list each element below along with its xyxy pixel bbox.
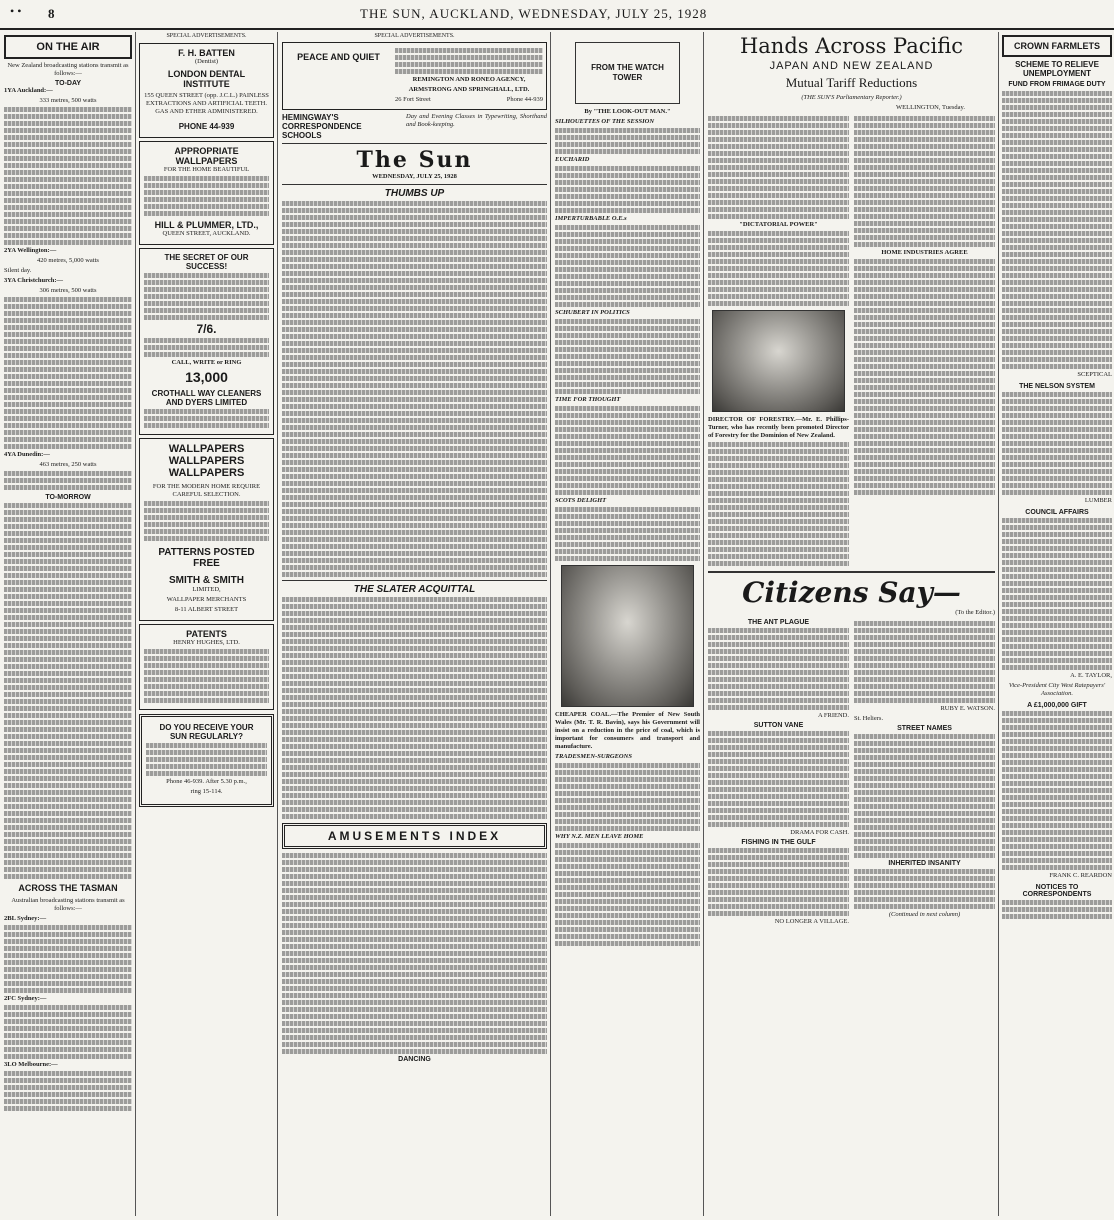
batten-address: 155 QUEEN STREET (opp. J.C.L.) PAINLESS EXTRACTIONS AND ARTIFICIAL TEETH. GAS AND ETHER ADMINISTERED. — [144, 92, 269, 115]
watch-tower-column — [555, 32, 700, 1216]
pacific-reporter: (THE SUN'S Parliamentary Reporter.) — [801, 94, 902, 101]
wallpapers-title: APPROPRIATE WALLPAPERS — [174, 146, 239, 166]
to-editor: (To the Editor.) — [955, 609, 995, 616]
ring-line: ring 15-114. — [190, 788, 223, 795]
station-4ya: 4YA Dunedin:— — [4, 451, 50, 458]
home-industries-heading: HOME INDUSTRIES AGREE — [881, 249, 968, 256]
call-number: 13,000 — [185, 369, 228, 385]
st-heliers: St. Heliers. — [854, 715, 884, 722]
fort-street: 26 Fort Street — [395, 96, 431, 103]
smith-sub: LIMITED, — [192, 586, 221, 593]
pacific-deck: Mutual Tariff Reductions — [785, 75, 918, 90]
station-3ya-meta: 306 metres, 500 watts — [39, 287, 97, 294]
rule — [282, 580, 547, 581]
patterns-title: PATTERNS POSTED FREE — [158, 547, 255, 569]
smith-title: SMITH & SMITH — [169, 575, 244, 586]
sig-taylor: A. E. TAYLOR, — [1070, 672, 1112, 679]
peace-quiet: PEACE AND QUIET — [297, 52, 380, 62]
masthead: THE SUN, AUCKLAND, WEDNESDAY, JULY 25, 1928 — [360, 6, 708, 21]
article-body — [708, 231, 849, 306]
sig-watson: RUBY E. WATSON. — [940, 705, 995, 712]
imperturbable-heading: IMPERTURBABLE O.E.s — [555, 215, 627, 222]
special-ads-label: SPECIAL ADVERTISEMENTS. — [166, 33, 247, 39]
column-rule — [703, 32, 704, 1216]
pacific-title: Hands Across Pacific — [739, 34, 964, 58]
special-ads-column — [139, 32, 274, 1216]
letter-body — [708, 731, 849, 827]
column-body — [555, 406, 700, 495]
ad-body-text — [144, 649, 269, 703]
column-body — [555, 225, 700, 307]
sun-logo: The Sun — [356, 147, 473, 173]
page-header — [0, 0, 1114, 30]
scheme-heading: SCHEME TO RELIEVE UNEMPLOYMENT — [1015, 60, 1099, 78]
schubert-heading: SCHUBERT IN POLITICS — [555, 309, 630, 316]
receive-your: DO YOU RECEIVE YOUR — [159, 723, 254, 732]
patents-ad — [139, 624, 274, 710]
column-body — [555, 843, 700, 946]
ad-body-text — [144, 338, 269, 357]
watch-tower-byline: By "THE LOOK-OUT MAN." — [584, 108, 671, 115]
special-ads-label: SPECIAL ADVERTISEMENTS. — [374, 33, 455, 39]
phone-44939: Phone 44-939 — [506, 96, 543, 103]
thumbs-up-title: THUMBS UP — [384, 188, 445, 199]
remington-line: REMINGTON AND RONEO AGENCY, — [412, 76, 526, 83]
batten-institute: LONDON DENTAL INSTITUTE — [167, 69, 246, 89]
radio-listing-text — [4, 925, 132, 993]
station-4ya-meta: 463 metres, 250 watts — [39, 461, 97, 468]
why-nz-heading: WHY N.Z. MEN LEAVE HOME — [555, 833, 644, 840]
remington-ad — [282, 42, 547, 110]
sig-sceptical: SCEPTICAL — [1077, 371, 1112, 378]
radio-listing-text — [4, 471, 132, 490]
eucharid-heading: EUCHARID — [555, 156, 590, 163]
rule — [282, 184, 547, 185]
dancing-heading: DANCING — [398, 1056, 431, 1063]
radio-listing-text — [4, 297, 132, 449]
pacific-column — [708, 32, 995, 1216]
letter-body — [1002, 711, 1112, 870]
batten-ad — [139, 43, 274, 138]
station-1ya: 1YA Auckland:— — [4, 87, 53, 94]
station-2ya: 2YA Wellington:— — [4, 247, 57, 254]
crothall-title: CROTHALL WAY CLEANERS AND DYERS LIMITED — [151, 389, 262, 407]
street-names-heading: STREET NAMES — [897, 725, 952, 732]
sig-a-friend: A FRIEND. — [817, 712, 849, 719]
price-7-6: 7/6. — [196, 322, 217, 336]
caption-forestry: DIRECTOR OF FORESTRY.—Mr. E. Phillips-Turner, who has recently been promoted Director of Forestry for the Dominion of New Zealand. — [708, 416, 849, 439]
wallpapers-line: WALLPAPERS — [168, 467, 245, 479]
pacific-subtitle: JAPAN AND NEW ZEALAND — [769, 60, 934, 72]
photo-forestry-director — [712, 310, 845, 412]
column-rule — [998, 32, 999, 1216]
smith-address: 8-11 ALBERT STREET — [174, 606, 239, 613]
sig-no-longer: NO LONGER A VILLAGE. — [774, 918, 849, 925]
ad-body-text — [144, 273, 269, 320]
on-the-air-title: ON THE AIR — [4, 35, 132, 59]
station-1ya-meta: 333 metres, 500 watts — [39, 97, 97, 104]
phone-line: Phone 46-939. After 5.30 p.m., — [166, 778, 247, 785]
ad-body-text — [146, 743, 267, 776]
hemingway-ad — [282, 113, 547, 140]
station-2fc: 2FC Sydney:— — [4, 995, 47, 1002]
wallpapers-sub: FOR THE HOME BEAUTIFUL — [163, 166, 250, 173]
article-body — [708, 116, 849, 219]
fund-heading: FUND FROM FRIMAGE DUTY — [1008, 81, 1106, 88]
station-3ya: 3YA Christchurch:— — [4, 277, 64, 284]
batten-name: F. H. BATTEN — [178, 48, 235, 58]
amusements-index — [282, 823, 547, 849]
page-number: 8 — [48, 6, 55, 21]
taylor-role: Vice-President City West Ratepayers' Association. — [1008, 682, 1106, 697]
pacific-body — [708, 114, 995, 568]
today-heading: TO-DAY — [54, 80, 82, 87]
patents-title: PATENTS — [186, 629, 227, 639]
letter-body — [708, 848, 849, 916]
sun-date: WEDNESDAY, JULY 25, 1928 — [372, 173, 457, 180]
radio-column — [4, 32, 132, 1216]
column-body — [555, 128, 700, 154]
ad-body-text — [144, 409, 269, 428]
scots-delight-heading: SCOTS DELIGHT — [555, 497, 607, 504]
ad-body-text — [144, 176, 269, 216]
tasman-intro: Australian broadcasting stations transmit as follows:— — [11, 897, 125, 912]
crown-farmlets-title: CROWN FARMLETS — [1002, 35, 1112, 57]
amusements-title: AMUSEMENTS INDEX — [327, 829, 502, 843]
silhouettes-heading: SILHOUETTES OF THE SESSION — [555, 118, 655, 125]
station-2ya-meta: 420 metres, 5,000 watts — [37, 257, 99, 264]
call-write-ring: CALL, WRITE or RING — [171, 359, 242, 366]
sun-regularly: SUN REGULARLY? — [169, 732, 244, 741]
photo-coal-premier — [561, 565, 694, 707]
pacific-dateline: WELLINGTON, Tuesday. — [896, 104, 965, 111]
radio-listing-text — [4, 107, 132, 245]
radio-listing-text — [4, 503, 132, 879]
hemingway-title: HEMINGWAY'S CORRESPONDENCE SCHOOLS — [282, 113, 362, 140]
sig-reardon: FRANK C. REARDON — [1049, 872, 1112, 879]
sutton-vane-heading: SUTTON VANE — [753, 722, 804, 729]
header-dots: • • — [10, 4, 22, 18]
sig-lumber: LUMBER — [1084, 497, 1112, 504]
letter-body — [854, 869, 995, 909]
wallpapers-line: WALLPAPERS — [168, 443, 245, 455]
editorial-body — [282, 201, 547, 577]
time-for-thought-heading: TIME FOR THOUGHT — [555, 396, 621, 403]
letter-body — [1002, 900, 1112, 919]
crown-farmlets-column — [1002, 32, 1112, 1216]
silent-day: Silent day. — [4, 267, 32, 274]
column-rule — [277, 32, 278, 1216]
nelson-heading: THE NELSON SYSTEM — [1019, 383, 1095, 390]
amusements-list — [282, 853, 547, 1054]
council-heading: COUNCIL AFFAIRS — [1025, 509, 1089, 516]
dictatorial-heading: "DICTATORIAL POWER" — [739, 221, 818, 228]
watch-tower-logo — [575, 42, 680, 104]
radio-listing-text — [4, 1071, 132, 1111]
armstrong-line: ARMSTRONG AND SPRINGHALL, LTD. — [408, 86, 530, 93]
radio-intro: New Zealand broadcasting stations transmit as follows:— — [7, 62, 129, 77]
rule — [708, 571, 995, 573]
column-body — [555, 319, 700, 394]
radio-listing-text — [4, 1005, 132, 1059]
letter-body — [854, 734, 995, 858]
batten-sub: (Dentist) — [194, 58, 219, 65]
crothall-ad — [139, 248, 274, 435]
slater-title: THE SLATER ACQUITTAL — [353, 584, 476, 595]
wallpapers-repeat-ad — [139, 438, 274, 621]
fishing-heading: FISHING IN THE GULF — [741, 839, 816, 846]
letter-body — [708, 628, 849, 710]
across-tasman-title: ACROSS THE TASMAN — [18, 883, 118, 893]
inherited-heading: INHERITED INSANITY — [888, 860, 961, 867]
rule — [282, 143, 547, 144]
continued-note: (Continued in next column) — [888, 911, 961, 918]
watch-tower-title: FROM THE WATCH TOWER — [591, 63, 664, 82]
column-body — [555, 763, 700, 831]
patents-name: HENRY HUGHES, LTD. — [173, 639, 240, 646]
letters-body — [708, 619, 995, 928]
column-body — [555, 166, 700, 213]
hill-plummer-title: HILL & PLUMMER, LTD., — [154, 220, 259, 230]
letter-body — [1002, 91, 1112, 369]
hemingway-classes: Day and Evening Classes in Typewriting, Shorthand and Book-keeping. — [406, 113, 547, 128]
smith-line: WALLPAPER MERCHANTS — [166, 596, 247, 603]
gift-heading: A £1,000,000 GIFT — [1027, 702, 1087, 709]
letter-body — [1002, 392, 1112, 495]
column-rule — [550, 32, 551, 1216]
secret-title: THE SECRET OF OUR SUCCESS! — [164, 253, 249, 271]
sig-drama: DRAMA FOR CASH. — [790, 829, 849, 836]
article-body — [854, 116, 995, 247]
ant-plague-heading: THE ANT PLAGUE — [747, 619, 810, 626]
ready-rooms: FOR THE MODERN HOME REQUIRE CAREFUL SELECTION. — [152, 483, 261, 498]
station-2bl: 2BL Sydney:— — [4, 915, 47, 922]
letter-body — [854, 621, 995, 703]
column-body — [555, 507, 700, 561]
wallpapers-line: WALLPAPERS — [168, 455, 245, 467]
ad-body-text — [395, 48, 543, 74]
notices-heading: NOTICES TO CORRESPONDENTS — [1022, 884, 1092, 898]
tomorrow-heading: TO-MORROW — [45, 494, 91, 501]
ad-body-text — [144, 501, 269, 541]
station-3lo: 3LO Melbourne:— — [4, 1061, 58, 1068]
caption-coal: CHEAPER COAL.—The Premier of New South Wales (Mr. T. R. Bavin), says his Government will insist on a reduction in the price of coal, which is important for consumers and transport and manufacture. — [555, 711, 700, 750]
hill-plummer-address: QUEEN STREET, AUCKLAND. — [162, 230, 251, 237]
batten-phone: PHONE 44-939 — [178, 122, 235, 131]
tradesmen-heading: TRADESMEN-SURGEONS — [555, 753, 632, 760]
letter-body — [1002, 518, 1112, 670]
editorial-column — [282, 32, 547, 1216]
article-body — [708, 442, 849, 566]
citizens-say-title: Citizens Say— — [742, 576, 961, 609]
sun-regularly-ad — [139, 714, 274, 807]
editorial-body — [282, 597, 547, 819]
article-body — [854, 259, 995, 495]
column-rule — [135, 32, 136, 1216]
wallpapers-ad — [139, 141, 274, 245]
